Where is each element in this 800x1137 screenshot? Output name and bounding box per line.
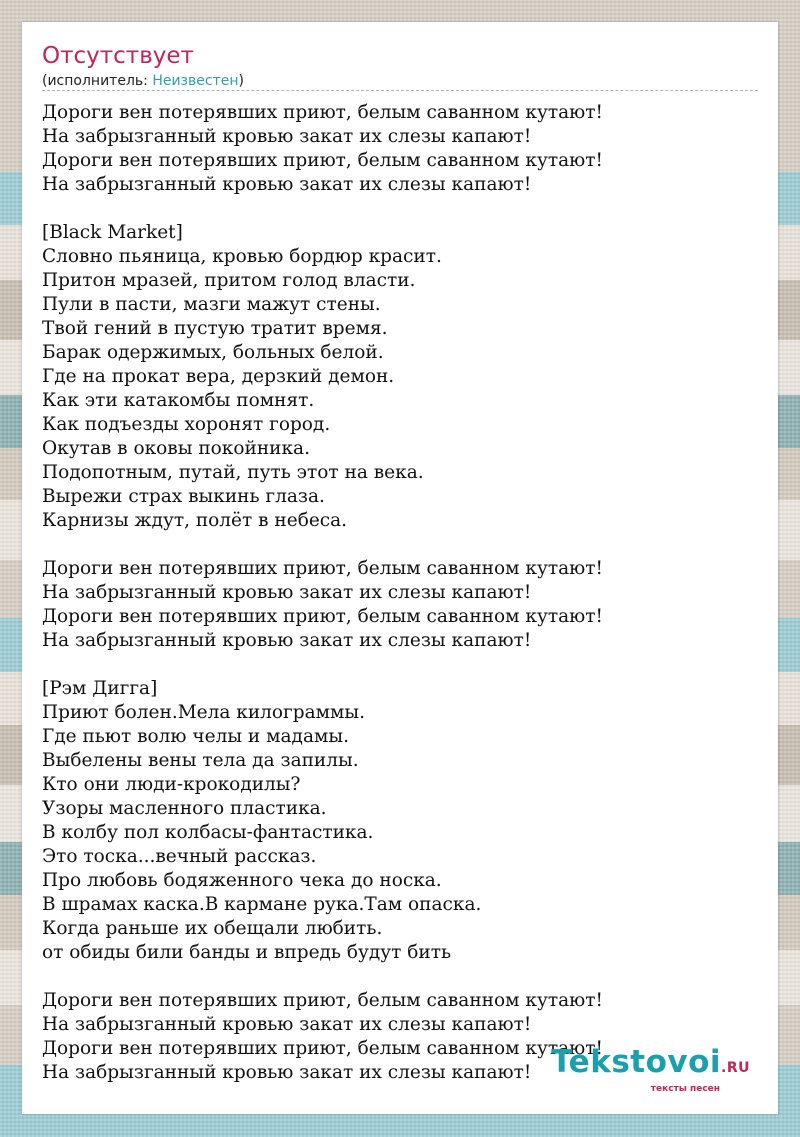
artist-link[interactable]: Неизвестен	[152, 73, 239, 89]
lyrics-line: Где на прокат вера, дерзкий демон.	[42, 366, 395, 387]
lyrics-line: Твой гений в пустую тратит время.	[42, 318, 388, 339]
lyrics-blank-line	[42, 197, 758, 221]
lyrics-line: Дороги вен потерявших приют, белым саванном кутают!	[42, 990, 603, 1011]
lyrics-line: от обиды били банды и впредь будут бить	[42, 942, 452, 963]
logo-wordmark	[551, 1046, 750, 1084]
lyrics-line: Когда раньше их обещали любить.	[42, 918, 383, 939]
lyrics-line: Дороги вен потерявших приют, белым саванном кутают!	[42, 606, 603, 627]
lyrics-line: Дороги вен потерявших приют, белым саванном кутают!	[42, 558, 603, 579]
logo-tld: .RU	[721, 1060, 750, 1076]
lyrics-line: Выбелены вены тела да запилы.	[42, 750, 359, 771]
lyrics-line: На забрызганный кровью закат их слезы капают!	[42, 174, 532, 195]
lyrics-line: Пули в пасти, мазги мажут стены.	[42, 294, 381, 315]
lyrics-line: Как эти катакомбы помнят.	[42, 390, 315, 411]
lyrics-text	[42, 101, 758, 1085]
artist-suffix: )	[238, 73, 244, 89]
artist-line	[42, 72, 244, 90]
lyrics-line: [Black Market]	[42, 222, 183, 243]
lyrics-blank-line	[42, 533, 758, 557]
lyrics-line: В шрамах каска.В кармане рука.Там опаска.	[42, 894, 482, 915]
lyrics-line: Карнизы ждут, полёт в небеса.	[42, 510, 348, 531]
lyrics-line: Словно пьяница, кровью бордюр красит.	[42, 246, 442, 267]
lyrics-line: Это тоска...вечный рассказ.	[42, 846, 317, 867]
lyrics-line: [Рэм Дигга]	[42, 678, 158, 699]
lyrics-sheet	[22, 22, 778, 1114]
artist-prefix: (исполнитель:	[42, 73, 153, 89]
lyrics-line: На забрызганный кровью закат их слезы капают!	[42, 582, 532, 603]
lyrics-line: Дороги вен потерявших приют, белым саванном кутают!	[42, 1038, 603, 1059]
lyrics-line: Как подъезды хоронят город.	[42, 414, 331, 435]
lyrics-line: Приют болен.Мела килограммы.	[42, 702, 366, 723]
lyrics-line: Кто они люди-крокодилы?	[42, 774, 301, 795]
lyrics-line: Барак одержимых, больных белой.	[42, 342, 384, 363]
lyrics-line: Окутав в оковы покойника.	[42, 438, 310, 459]
lyrics-line: На забрызганный кровью закат их слезы капают!	[42, 1014, 532, 1035]
site-logo[interactable]	[551, 1046, 750, 1094]
lyrics-line: Притон мразей, притом голод власти.	[42, 270, 416, 291]
lyrics-line: Узоры масленного пластика.	[42, 798, 327, 819]
lyrics-line: Вырежи страх выкинь глаза.	[42, 486, 325, 507]
lyrics-line: Про любовь бодяженного чека до носка.	[42, 870, 442, 891]
lyrics-line: Подопотным, путай, путь этот на века.	[42, 462, 424, 483]
song-title: Отсутствует	[42, 43, 194, 69]
logo-name: Tekstovoi	[551, 1044, 722, 1080]
title-divider	[42, 90, 758, 91]
lyrics-line: Дороги вен потерявших приют, белым саванном кутают!	[42, 150, 603, 171]
lyrics-line: Где пьют волю челы и мадамы.	[42, 726, 349, 747]
lyrics-line: На забрызганный кровью закат их слезы капают!	[42, 630, 532, 651]
lyrics-line: В колбу пол колбасы-фантастика.	[42, 822, 374, 843]
lyrics-line: На забрызганный кровью закат их слезы капают!	[42, 126, 532, 147]
lyrics-blank-line	[42, 965, 758, 989]
lyrics-blank-line	[42, 653, 758, 677]
lyrics-line: Дороги вен потерявших приют, белым саванном кутают!	[42, 102, 603, 123]
lyrics-line: На забрызганный кровью закат их слезы капают!	[42, 1062, 532, 1083]
logo-tagline: тексты песен	[650, 1084, 720, 1094]
